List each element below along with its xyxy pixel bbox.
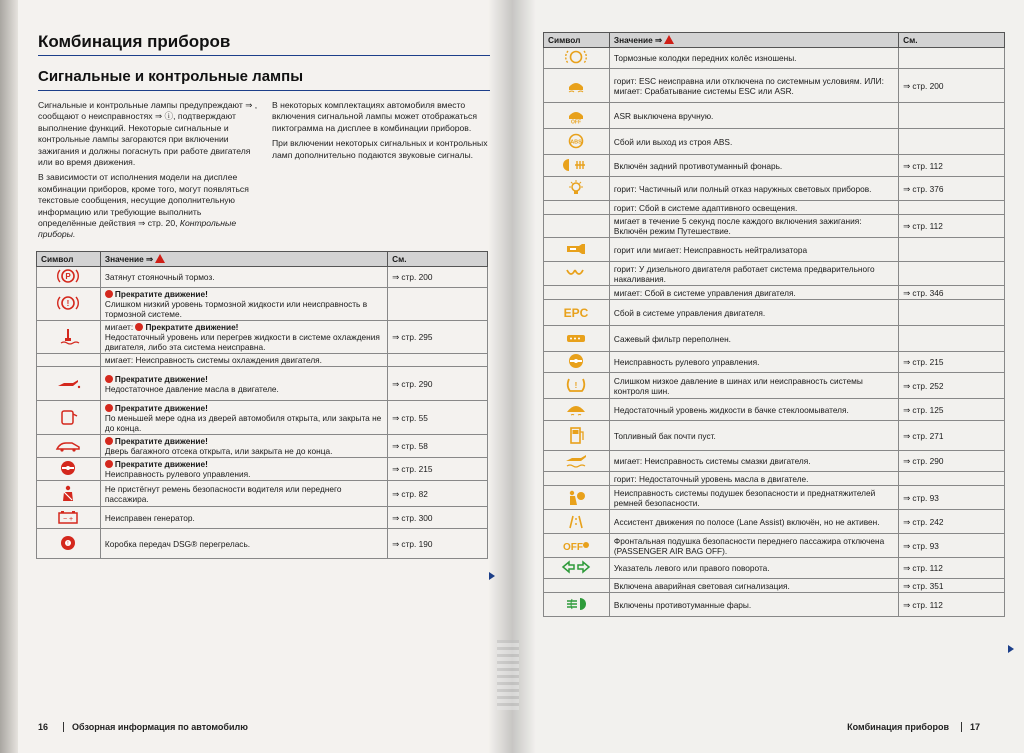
intro-paragraph-2: В зависимости от исполнения модели на дисплее комбинации приборов, кроме того, могут появляться текстовые сообщения, несущие дополнительную информацию или требующие выполнить определённые действия ⇒ стр. 20, Контрольные приборы. (38, 172, 249, 240)
meaning-text: ASR выключена вручную. (613, 110, 714, 121)
stop-warning: Прекратите движение! (114, 436, 208, 446)
meaning-cell (609, 238, 898, 262)
meaning-text: Слишком низкий уровень тормозной жидкости или неисправность в тормозной системе. (104, 299, 368, 319)
meaning-text: горит или мигает: Неисправность нейтрализатора (613, 244, 808, 255)
meaning-text: Неисправность системы подушек безопасности и преднатяжителей ремней безопасности. (613, 487, 876, 508)
header-meaning: Значение ⇒ (609, 33, 898, 48)
door-open-icon (53, 418, 83, 428)
page-reference (899, 326, 1005, 352)
meaning-cell (609, 472, 898, 486)
page-reference[interactable]: ⇒ стр. 112 (899, 215, 1005, 238)
meaning-cell (100, 401, 387, 435)
page-reference[interactable]: ⇒ стр. 112 (899, 593, 1005, 617)
meaning-cell (100, 435, 387, 458)
meaning-prefix: мигает: (104, 322, 136, 332)
page-number: 17 (961, 722, 980, 732)
meaning-cell (100, 507, 387, 529)
intro-column-2 (272, 100, 492, 165)
meaning-cell (100, 288, 387, 321)
symbol-cell (544, 486, 610, 510)
page-reference (899, 238, 1005, 262)
symbol-cell (544, 215, 610, 238)
table-row (544, 593, 1005, 617)
symbol-cell (544, 103, 610, 129)
meaning-text: Недостаточный уровень жидкости в бачке стеклоомывателя. (613, 404, 849, 415)
page-reference[interactable]: ⇒ стр. 242 (899, 510, 1005, 534)
glow-plug-icon (561, 274, 591, 284)
table-row (37, 321, 488, 354)
page-reference (899, 472, 1005, 486)
meaning-cell (609, 326, 898, 352)
svg-text:EPC: EPC (564, 305, 589, 320)
page-reference[interactable]: ⇒ стр. 200 (899, 69, 1005, 103)
stop-icon (105, 460, 113, 468)
symbol-cell (544, 69, 610, 103)
table-row (37, 507, 488, 529)
epc-icon (561, 305, 591, 323)
meaning-text: горит: Сбой в системе адаптивного освещения. (613, 202, 798, 213)
page-reference[interactable]: ⇒ стр. 351 (899, 579, 1005, 593)
symbol-cell (544, 534, 610, 558)
table-row (544, 300, 1005, 326)
table-row (37, 458, 488, 481)
table-row (544, 558, 1005, 579)
page-footer-right (847, 722, 980, 732)
header-symbol: Символ (37, 252, 101, 267)
meaning-text: Недостаточный уровень или перегрев жидкости в системе охлаждения двигателя, либо эта система неисправна. (104, 332, 380, 352)
table-header (37, 252, 488, 267)
intro-paragraph-3: В некоторых комплектациях автомобиля вместо включения сигнальной лампы может отображаться пиктограмма на дисплее в комбинации приборов. (272, 100, 477, 133)
symbol-cell (544, 399, 610, 421)
meaning-cell (609, 300, 898, 326)
table-row (37, 354, 488, 367)
meaning-text: Фронтальная подушка безопасности переднего пассажира отключена (PASSENGER AIR BAG OFF). (613, 535, 885, 556)
passenger-airbag-off-icon (561, 541, 591, 556)
meaning-text: Сажевый фильтр переполнен. (613, 333, 731, 344)
intro-paragraph-4: При включении некоторых сигнальных и контрольных ламп дополнительно подаются звуковые сигналы. (272, 138, 488, 160)
meaning-cell (609, 373, 898, 399)
table-row (544, 69, 1005, 103)
page-number: 16 (38, 722, 64, 732)
symbol-cell (544, 286, 610, 300)
meaning-text: мигает: Сбой в системе управления двигателя. (613, 287, 796, 298)
table-row (544, 451, 1005, 472)
meaning-text: Тормозные колодки передних колёс изношены. (613, 53, 797, 63)
page-reference[interactable]: ⇒ стр. 215 (388, 458, 488, 481)
page-reference[interactable]: ⇒ стр. 252 (899, 373, 1005, 399)
meaning-cell (609, 177, 898, 201)
meaning-cell (609, 421, 898, 451)
table-row (37, 401, 488, 435)
right-page (512, 0, 1024, 753)
meaning-cell (609, 486, 898, 510)
table-row (544, 201, 1005, 215)
table-row (544, 534, 1005, 558)
section-rule (38, 90, 490, 91)
washer-fluid-icon (561, 410, 591, 420)
table-row (544, 399, 1005, 421)
page-reference[interactable]: ⇒ стр. 55 (388, 401, 488, 435)
page-reference[interactable]: ⇒ стр. 112 (899, 155, 1005, 177)
page-reference[interactable]: ⇒ стр. 376 (899, 177, 1005, 201)
meaning-cell (100, 458, 387, 481)
symbol-cell (544, 177, 610, 201)
rear-fog-icon (561, 166, 591, 176)
symbol-cell (37, 529, 101, 559)
symbol-cell (544, 579, 610, 593)
page-reference[interactable]: ⇒ стр. 58 (388, 435, 488, 458)
symbol-cell (544, 155, 610, 177)
meaning-text: Недостаточное давление масла в двигателе. (104, 383, 279, 394)
page-edge (0, 0, 18, 753)
meaning-text: Ассистент движения по полосе (Lane Assist) включён, но не активен. (613, 516, 880, 527)
tire-pressure-icon (561, 380, 591, 396)
section-title: Сигнальные и контрольные лампы (38, 68, 304, 85)
table-row (37, 288, 488, 321)
table-row (544, 579, 1005, 593)
warning-table-right (543, 32, 1005, 617)
meaning-text: Неисправность рулевого управления. (613, 357, 760, 367)
stop-icon (105, 437, 113, 445)
svg-text:− +: − + (63, 515, 74, 523)
page-reference[interactable]: ⇒ стр. 190 (388, 529, 488, 559)
symbol-cell (544, 238, 610, 262)
meaning-cell (609, 201, 898, 215)
symbol-cell (37, 354, 101, 367)
stop-warning: Прекратите движение! (114, 289, 208, 299)
stop-icon (105, 375, 113, 383)
title-rule (38, 55, 490, 56)
page-reference[interactable]: ⇒ стр. 200 (388, 267, 488, 288)
meaning-text: Затянут стояночный тормоз. (104, 272, 215, 282)
svg-text:!: ! (67, 540, 70, 547)
symbol-cell (544, 472, 610, 486)
meaning-text: горит: ESC неисправна или отключена по системным условиям. ИЛИ: мигает: Срабатывание системы ESC или ASR. (613, 75, 884, 96)
table-row (544, 238, 1005, 262)
page-reference[interactable]: ⇒ стр. 290 (899, 451, 1005, 472)
trunk-open-icon (53, 446, 83, 456)
meaning-text: Сбой или выход из строя ABS. (613, 136, 733, 147)
table-row (544, 155, 1005, 177)
meaning-text: мигает в течение 5 секунд после каждого включения зажигания: Включён режим Путешествие. (613, 216, 862, 236)
meaning-text: Включены противотуманные фары. (613, 599, 752, 610)
symbol-cell (37, 401, 101, 435)
meaning-cell (100, 481, 387, 507)
page-reference[interactable]: ⇒ стр. 93 (899, 486, 1005, 510)
meaning-cell (609, 262, 898, 286)
battery-icon (53, 515, 83, 528)
page-reference (899, 103, 1005, 129)
meaning-text: горит: Недостаточный уровень масла в двигателе. (613, 473, 809, 484)
symbol-cell (544, 373, 610, 399)
table-header (544, 33, 1005, 48)
coolant-temp-icon (53, 337, 83, 347)
brake-pads-icon (561, 58, 591, 68)
table-row (544, 486, 1005, 510)
gearbox-icon (53, 540, 83, 554)
page-reference[interactable]: ⇒ стр. 346 (899, 286, 1005, 300)
meaning-cell (609, 129, 898, 155)
page-footer-left (38, 722, 248, 732)
front-fog-icon (561, 605, 591, 615)
page-reference[interactable]: ⇒ стр. 112 (899, 558, 1005, 579)
svg-text:ABS: ABS (570, 139, 583, 145)
page-reference (899, 201, 1005, 215)
meaning-cell (609, 510, 898, 534)
symbol-cell (37, 288, 101, 321)
page-reference (388, 288, 488, 321)
meaning-cell (609, 399, 898, 421)
continue-arrow-icon (489, 572, 495, 580)
symbol-cell (37, 507, 101, 529)
meaning-text: мигает: Неисправность системы охлаждения двигателя. (104, 355, 322, 365)
svg-text:!: ! (67, 299, 70, 308)
meaning-cell (609, 534, 898, 558)
table-row (37, 529, 488, 559)
page-reference (899, 300, 1005, 326)
page-reference (899, 262, 1005, 286)
meaning-text: горит: У дизельного двигателя работает система предварительного накаливания. (613, 263, 875, 284)
meaning-cell (100, 267, 387, 288)
meaning-text: Дверь багажного отсека открыта, или закрыта не до конца. (104, 446, 333, 456)
header-meaning: Значение ⇒ (100, 252, 387, 267)
meaning-text: Указатель левого или правого поворота. (613, 563, 770, 573)
stop-warning: Прекратите движение! (114, 402, 208, 413)
symbol-cell (544, 262, 610, 286)
table-row (544, 421, 1005, 451)
meaning-cell (609, 103, 898, 129)
page-reference[interactable]: ⇒ стр. 125 (899, 399, 1005, 421)
meaning-cell (609, 69, 898, 103)
table-row (544, 215, 1005, 238)
table-row (544, 262, 1005, 286)
page-reference[interactable]: ⇒ стр. 271 (899, 421, 1005, 451)
table-row (544, 129, 1005, 155)
symbol-cell (544, 451, 610, 472)
intro-paragraph-1: Сигнальные и контрольные лампы предупреждают ⇒ , сообщают о неисправностях ⇒ ⓘ, подтверждают выполнение функций. Некоторые сигнальные и контрольные лампы загораются при включении зажигания и должны погаснуть при работе двигателя или во время движения. (38, 100, 258, 168)
table-row (37, 481, 488, 507)
table-row (37, 267, 488, 288)
symbol-cell (37, 435, 101, 458)
symbol-cell (544, 201, 610, 215)
symbol-cell (544, 510, 610, 534)
symbol-cell (544, 352, 610, 373)
page-reference[interactable]: ⇒ стр. 295 (388, 321, 488, 354)
stop-warning: Прекратите движение! (145, 322, 239, 332)
meaning-cell (609, 451, 898, 472)
symbol-cell (544, 48, 610, 69)
meaning-text: Сбой в системе управления двигателя. (613, 307, 766, 318)
lane-assist-icon (561, 522, 591, 532)
meaning-cell (100, 354, 387, 367)
page-reference[interactable]: ⇒ стр. 82 (388, 481, 488, 507)
asr-off-icon (561, 116, 591, 126)
symbol-cell (37, 367, 101, 401)
meaning-text: Слишком низкое давление в шинах или неисправность системы контроля шин. (613, 375, 863, 396)
continue-arrow-icon (1008, 645, 1014, 653)
stop-icon (135, 323, 143, 331)
meaning-cell (609, 352, 898, 373)
symbol-cell (37, 458, 101, 481)
table-row (544, 472, 1005, 486)
stop-warning: Прекратите движение! (114, 459, 208, 469)
symbol-cell (544, 300, 610, 326)
meaning-cell (609, 593, 898, 617)
meaning-cell (100, 367, 387, 401)
stop-icon (105, 404, 113, 412)
symbol-cell (37, 267, 101, 288)
meaning-text: По меньшей мере одна из дверей автомобиля открыта, или закрыта не до конца. (104, 412, 382, 433)
symbol-cell (544, 593, 610, 617)
symbol-cell (544, 129, 610, 155)
bulb-icon (561, 189, 591, 199)
meaning-text: мигает: Неисправность системы смазки двигателя. (613, 456, 811, 466)
meaning-text: Не пристёгнут ремень безопасности водителя или переднего пассажира. (104, 483, 342, 504)
table-row (544, 510, 1005, 534)
svg-text:OFF: OFF (563, 541, 584, 553)
footer-section: Комбинация приборов (847, 722, 949, 732)
svg-text:P: P (65, 272, 72, 281)
meaning-cell (609, 215, 898, 238)
steering-icon (53, 469, 83, 479)
meaning-cell (100, 321, 387, 354)
table-row (544, 373, 1005, 399)
intro-column-1 (38, 100, 258, 245)
table-row (544, 103, 1005, 129)
meaning-text: Топливный бак почти пуст. (613, 430, 716, 441)
fuel-icon (561, 436, 591, 446)
meaning-cell (609, 48, 898, 69)
warning-triangle-icon (155, 254, 165, 263)
turn-signal-icon (561, 568, 591, 578)
steering-icon (561, 362, 591, 372)
parking-brake-icon (53, 272, 83, 287)
table-row (37, 367, 488, 401)
stop-warning: Прекратите движение! (114, 373, 208, 384)
symbol-cell (37, 481, 101, 507)
symbol-cell (544, 558, 610, 579)
link-reference[interactable]: Контрольные приборы. (38, 218, 237, 240)
table-row (544, 177, 1005, 201)
symbol-cell (37, 321, 101, 354)
symbol-cell (544, 421, 610, 451)
svg-text:!: ! (575, 380, 578, 390)
airbag-icon (561, 498, 591, 508)
meaning-text: Неисправен генератор. (104, 512, 195, 523)
table-row (544, 326, 1005, 352)
page-reference[interactable]: ⇒ стр. 300 (388, 507, 488, 529)
header-ref: См. (899, 33, 1005, 48)
warning-table-left (36, 251, 488, 559)
seatbelt-icon (53, 494, 83, 504)
header-ref: См. (388, 252, 488, 267)
meaning-cell (609, 155, 898, 177)
spine-mark (497, 640, 519, 710)
oil-level-icon (561, 461, 591, 471)
meaning-text: Коробка передач DSG® перегрелась. (104, 538, 251, 549)
table-row (544, 352, 1005, 373)
meaning-cell (609, 579, 898, 593)
table-row (544, 286, 1005, 300)
page-title: Комбинация приборов (38, 32, 231, 51)
page-reference[interactable]: ⇒ стр. 215 (899, 352, 1005, 373)
page-reference (899, 129, 1005, 155)
meaning-cell (609, 558, 898, 579)
brake-fluid-icon (53, 299, 83, 314)
meaning-cell (609, 286, 898, 300)
page-reference (388, 354, 488, 367)
meaning-cell (100, 529, 387, 559)
page-reference[interactable]: ⇒ стр. 93 (899, 534, 1005, 558)
stop-icon (105, 290, 113, 298)
particle-filter-icon (561, 339, 591, 349)
table-row (37, 435, 488, 458)
catalyst-icon (561, 250, 591, 260)
symbol-cell (544, 326, 610, 352)
meaning-text: Неисправность рулевого управления. (104, 469, 251, 479)
meaning-text: Включён задний противотуманный фонарь. (613, 160, 783, 171)
meaning-text: Включена аварийная световая сигнализация. (613, 580, 790, 591)
meaning-text: горит: Частичный или полный отказ наружных световых приборов. (613, 183, 872, 194)
warning-triangle-icon (664, 35, 674, 44)
table-row (544, 48, 1005, 69)
abs-icon (561, 139, 591, 152)
oil-pressure-icon (53, 384, 83, 394)
esc-icon (561, 86, 591, 96)
svg-text:OFF: OFF (571, 119, 582, 124)
footer-section: Обзорная информация по автомобилю (72, 722, 248, 732)
page-reference (899, 48, 1005, 69)
header-symbol: Символ (544, 33, 610, 48)
page-reference[interactable]: ⇒ стр. 290 (388, 367, 488, 401)
